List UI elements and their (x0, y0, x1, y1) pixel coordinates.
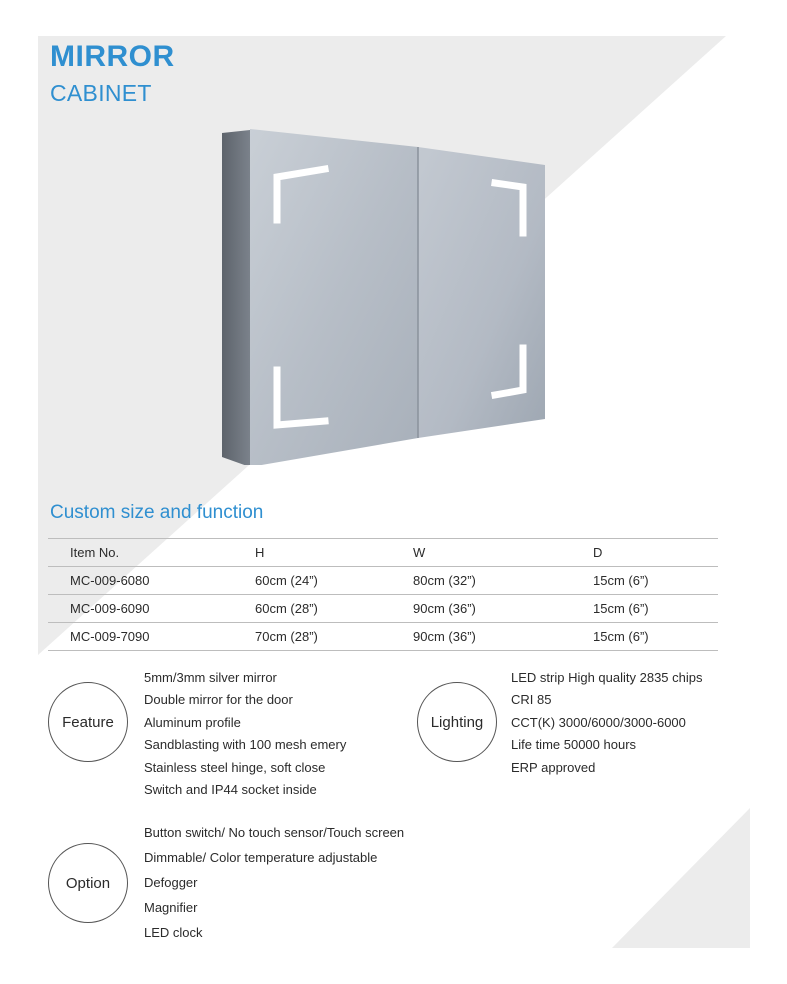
list-item: LED strip High quality 2835 chips (511, 670, 703, 685)
list-item: Dimmable/ Color temperature adjustable (144, 850, 378, 865)
item-number: MC-009-6090 (48, 595, 255, 623)
spec-section-title: Custom size and function (50, 502, 264, 523)
list-item: 5mm/3mm silver mirror (144, 670, 277, 685)
lighting-badge: Lighting (417, 682, 497, 762)
list-item: Magnifier (144, 900, 198, 915)
item-number: MC-009-6080 (48, 567, 255, 595)
depth-value: 15cm (6”) (593, 595, 718, 623)
column-header: H (255, 539, 413, 567)
depth-value: 15cm (6”) (593, 567, 718, 595)
list-item: Double mirror for the door (144, 692, 293, 708)
list-item: LED clock (144, 925, 203, 940)
list-item: CRI 85 (511, 692, 552, 708)
column-header: W (413, 539, 593, 567)
list-item: Defogger (144, 875, 198, 890)
feature-list (144, 667, 346, 801)
page-title: MIRROR (50, 40, 175, 73)
list-item: ERP approved (511, 759, 596, 775)
list-item: Life time 50000 hours (511, 737, 637, 753)
list-item: Stainless steel hinge, soft close (144, 759, 326, 775)
list-item: Sandblasting with 100 mesh emery (144, 737, 347, 753)
width-value: 80cm (32”) (413, 567, 593, 595)
width-value: 90cm (36”) (413, 595, 593, 623)
option-list (144, 820, 404, 945)
height-value: 60cm (24”) (255, 567, 413, 595)
height-value: 60cm (28”) (255, 595, 413, 623)
table-header-row (48, 539, 718, 567)
feature-badge: Feature (48, 682, 128, 762)
table-row (48, 595, 718, 623)
lighting-list (511, 667, 703, 779)
table-row (48, 567, 718, 595)
page-subtitle: CABINET (50, 80, 152, 106)
item-number: MC-009-7090 (48, 623, 255, 651)
depth-value: 15cm (6”) (593, 623, 718, 651)
cabinet-side-panel (222, 130, 250, 465)
list-item: CCT(K) 3000/6000/3000-6000 (511, 714, 686, 730)
option-badge: Option (48, 843, 128, 923)
list-item: Button switch/ No touch sensor/Touch screen (144, 825, 405, 840)
table-row (48, 623, 718, 651)
list-item: Aluminum profile (144, 714, 241, 730)
height-value: 70cm (28”) (255, 623, 413, 651)
column-header: Item No. (48, 539, 255, 567)
width-value: 90cm (36”) (413, 623, 593, 651)
list-item: Switch and IP44 socket inside (144, 781, 317, 797)
spec-table (48, 538, 718, 651)
mirror-cabinet-illustration (215, 125, 555, 465)
column-header: D (593, 539, 718, 567)
